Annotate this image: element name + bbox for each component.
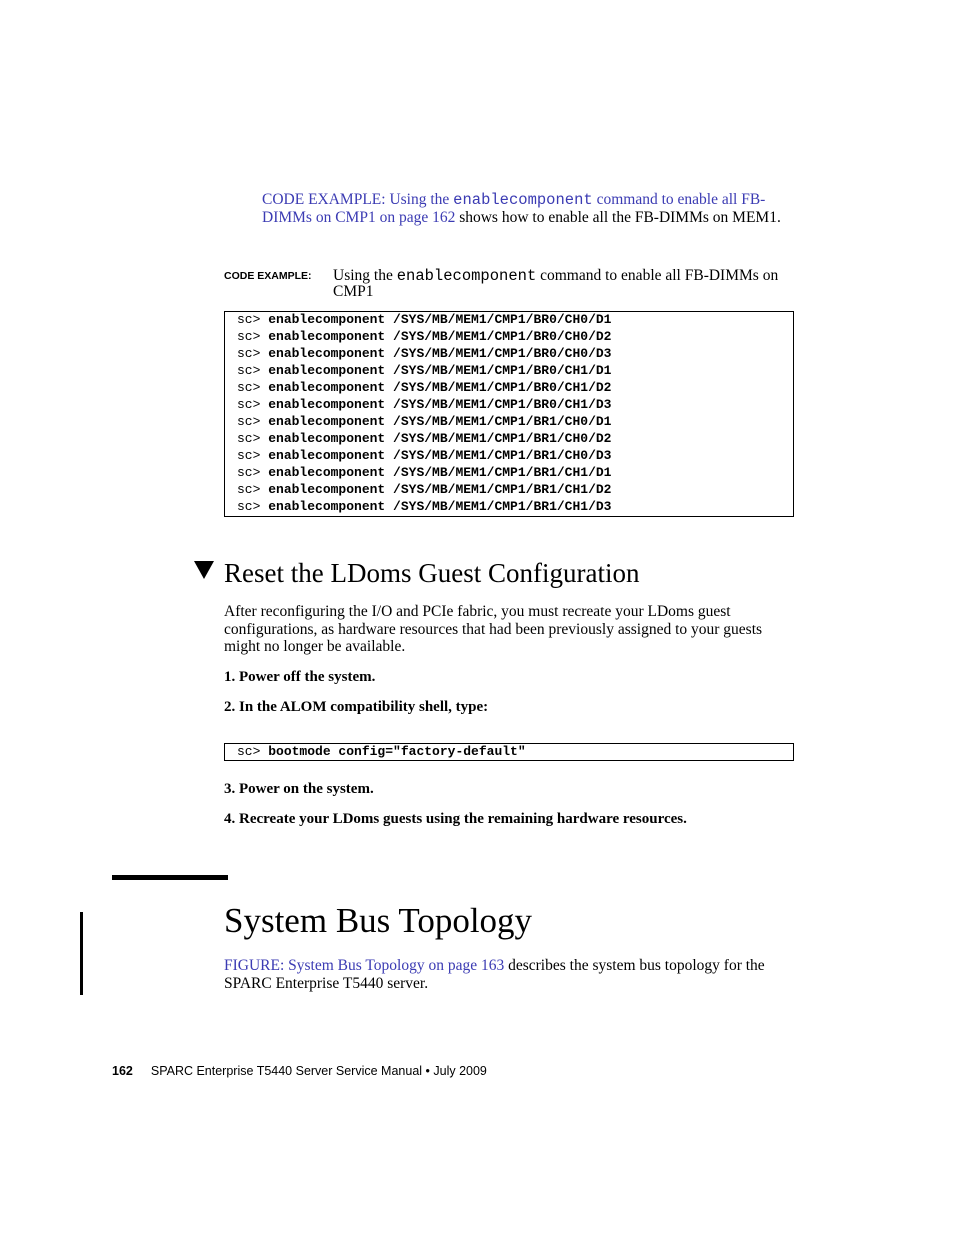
triangle-down-icon: [194, 561, 214, 579]
change-bar: [80, 912, 83, 995]
code-block-enablecomponent: [224, 311, 794, 517]
section-rule: [112, 875, 228, 880]
code-line: sc> enablecomponent /SYS/MB/MEM1/CMP1/BR1/CH1/D2: [237, 482, 612, 497]
code-line: sc> enablecomponent /SYS/MB/MEM1/CMP1/BR1/CH0/D2: [237, 431, 612, 446]
step-4: 4. Recreate your LDoms guests using the remaining hardware resources.: [224, 811, 687, 827]
code-line: sc> enablecomponent /SYS/MB/MEM1/CMP1/BR0/CH0/D2: [237, 329, 612, 344]
code-line: sc> bootmode config="factory-default": [237, 744, 526, 759]
code-example-caption: Using the enablecomponent command to enable all FB-DIMMs on CMP1: [333, 267, 779, 300]
code-line: sc> enablecomponent /SYS/MB/MEM1/CMP1/BR0/CH0/D1: [237, 312, 612, 327]
code-line: sc> enablecomponent /SYS/MB/MEM1/CMP1/BR1/CH0/D1: [237, 414, 612, 429]
code-line: sc> enablecomponent /SYS/MB/MEM1/CMP1/BR1/CH1/D1: [237, 465, 612, 480]
code-line: sc> enablecomponent /SYS/MB/MEM1/CMP1/BR0/CH1/D1: [237, 363, 612, 378]
code-line: sc> enablecomponent /SYS/MB/MEM1/CMP1/BR1/CH1/D3: [237, 499, 612, 514]
page-number: 162: [112, 1064, 133, 1078]
code-block-bootmode: [224, 743, 794, 761]
code-line: sc> enablecomponent /SYS/MB/MEM1/CMP1/BR0/CH1/D2: [237, 380, 612, 395]
figure-link[interactable]: FIGURE: System Bus Topology on page 163: [224, 957, 505, 974]
footer-text: SPARC Enterprise T5440 Server Service Manual • July 2009: [150, 1064, 487, 1078]
intro-paragraph: CODE EXAMPLE: Using the enablecomponent command to enable all FB-DIMMs on CMP1 on page 162 shows how to enable all the FB-DIMMs on MEM1.: [262, 191, 781, 226]
system-bus-paragraph: FIGURE: System Bus Topology on page 163 describes the system bus topology for the SPARC Enterprise T5440 server.: [224, 957, 765, 992]
section-heading-system-bus: System Bus Topology: [224, 901, 533, 940]
code-example-label: CODE EXAMPLE:: [224, 270, 312, 282]
code-line: sc> enablecomponent /SYS/MB/MEM1/CMP1/BR0/CH0/D3: [237, 346, 612, 361]
step-3: 3. Power on the system.: [224, 781, 374, 797]
step-2: 2. In the ALOM compatibility shell, type:: [224, 699, 489, 715]
page-footer: [112, 1064, 487, 1078]
code-example-link[interactable]: CODE EXAMPLE: Using the enablecomponent command to enable all FB-DIMMs on CMP1 on page 162: [262, 191, 766, 226]
code-line: sc> enablecomponent /SYS/MB/MEM1/CMP1/BR1/CH0/D3: [237, 448, 612, 463]
code-line: sc> enablecomponent /SYS/MB/MEM1/CMP1/BR0/CH1/D3: [237, 397, 612, 412]
reset-paragraph: After reconfiguring the I/O and PCIe fabric, you must recreate your LDoms guest configurations, as hardware resources that had been previously assigned to your guests might no longer be available.: [224, 603, 763, 655]
step-1: 1. Power off the system.: [224, 669, 376, 685]
section-heading-reset: Reset the LDoms Guest Configuration: [194, 556, 639, 590]
